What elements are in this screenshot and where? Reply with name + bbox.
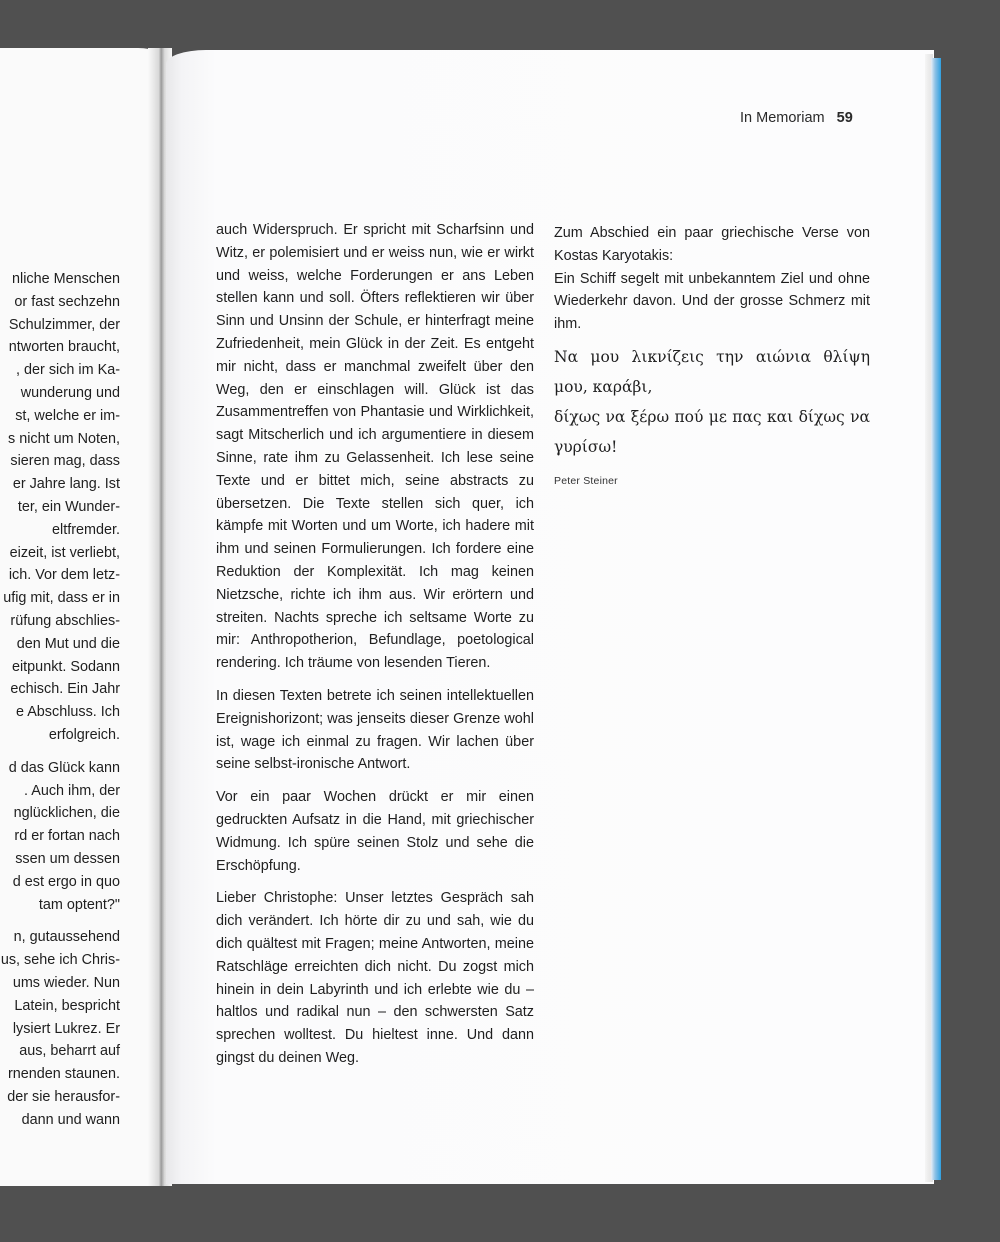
text-line: eizeit, ist verliebt,	[9, 544, 120, 561]
text-line: rd er fortan nach	[14, 828, 120, 845]
text-line: er Jahre lang. Ist	[12, 476, 120, 493]
text-line: or fast sechzehn	[14, 293, 120, 310]
text-line: echisch. Ein Jahr	[10, 681, 120, 698]
running-header	[740, 110, 880, 126]
text-line: s nicht um Noten,	[8, 430, 120, 447]
paragraph: Vor ein paar Wochen drückt er mir einen gedruckten Aufsatz in die Hand, mit griechischer Widmung. Ich spüre seinen Stolz und sehe die Erschöpfung.	[216, 789, 534, 874]
text-line: ssen um dessen	[15, 850, 120, 867]
text-line: . Auch ihm, der	[24, 782, 120, 799]
text-line: wunderung und	[20, 384, 120, 401]
farewell-intro: Zum Abschied ein paar griechische Verse von Kostas Karyotakis:	[554, 225, 870, 264]
text-line: us, sehe ich Chris-	[0, 952, 120, 969]
text-line: rüfung abschlies-	[10, 612, 120, 629]
left-page	[0, 48, 168, 1186]
text-line: st, welche er im-	[15, 407, 120, 424]
blue-page-edge	[931, 58, 941, 1180]
text-line: aus, beharrt auf	[19, 1043, 120, 1060]
section-title: In Memoriam	[740, 110, 825, 126]
text-line: ntworten braucht,	[8, 339, 120, 356]
text-line: ich. Vor dem letz-	[8, 567, 120, 584]
text-line: n, gutaussehend	[13, 929, 120, 946]
text-line: rnenden staunen.	[7, 1066, 120, 1083]
text-line: ums wieder. Nun	[12, 974, 120, 991]
paragraph-gap	[0, 916, 120, 926]
text-line: e Abschluss. Ich	[16, 704, 120, 721]
text-line: sieren mag, dass	[10, 453, 120, 470]
text-line: ter, ein Wunder-	[17, 498, 120, 515]
text-line: d das Glück kann	[8, 759, 120, 776]
right-text-column	[554, 222, 870, 493]
text-line: eltfremder.	[52, 521, 120, 538]
page-number: 59	[836, 110, 853, 126]
text-line: den Mut und die	[16, 635, 120, 652]
text-line: , der sich im Ka-	[16, 362, 120, 379]
paragraph: auch Widerspruch. Er spricht mit Scharfsinn und Witz, er polemisiert und er weiss nun, wie er wirkt und weiss, welche Forderungen er ans Leben stellen kann und soll. Öfters reflektieren wir über Sinn und Unsinn der Schule, er hinterfragt meine Zufriedenheit, mein Glück in der Zeit. Es entgeht mir nicht, dass er manchmal zweifelt über den Weg, den er einschlagen will. Glück ist das Zusammentreffen von Phantasie und Wirklichkeit, sagt Mitscherlich und ich argumentiere in diesem Sinne, rate ihm zu Gelassenheit. Ich lese seine Texte und er bittet mich, seine abstracts zu übersetzen. Die Texte stellen sich quer, ich kämpfe mit Worten und um Worte, ich hadere mit ihm und seinen Formulierungen. Ich fordere eine Reduktion der Komplexität. Ich mag keinen Nietzsche, richte ich ihm aus. Wir erörtern und streiten. Nachts spreche ich seltsame Worte zu mir: Anthropotherion, Befundlage, poetological rendering. Ich träume von lesenden Tieren.	[216, 222, 534, 672]
text-line: lysiert Lukrez. Er	[12, 1020, 120, 1037]
text-line: Schulzimmer, der	[8, 316, 120, 333]
text-line: erfolgreich.	[48, 726, 120, 743]
paragraph-gap	[0, 747, 120, 757]
text-line: tam optent?"	[38, 896, 120, 913]
text-line: d est ergo in quo	[12, 873, 120, 890]
greek-verse: Να μου λικνίζεις την αιώνια θλίψη μου, καράβι,	[554, 347, 870, 396]
paragraph: In diesen Texten betrete ich seinen intellektuellen Ereignishorizont; was jenseits dieser Grenze wohl ist, wage ich einmal zu fragen. Wir lachen über seine selbst-ironische Antwort.	[216, 687, 534, 773]
verse-translation: Ein Schiff segelt mit unbekanntem Ziel und ohne Wiederkehr davon. Und der grosse Schmerz mit ihm.	[554, 270, 870, 333]
text-line: der sie herausfor-	[7, 1088, 120, 1105]
middle-text-column	[216, 219, 534, 1070]
text-line: ufig mit, dass er in	[3, 590, 120, 607]
paragraph: Lieber Christophe: Unser letztes Gespräch sah dich verändert. Ich hörte dir zu und sah, wie du dich quältest mit Fragen; meine Antworten, meine Ratschläge erreichten dich nicht. Du zogst mich hinein in dein Labyrinth und ich erlebte wie du – haltlos und radikal nun – den schwersten Satz sprechen wolltest. Du hieltest inne. Und dann gingst du deinen Weg.	[216, 890, 534, 1066]
text-line: Latein, bespricht	[14, 997, 120, 1014]
greek-verse: δίχως να ξέρω πού με πας και δίχως να γυρίσω!	[554, 407, 870, 456]
left-page-text-column	[0, 268, 120, 1131]
text-line: dann und wann	[21, 1111, 120, 1128]
author-signature: Peter Steiner	[554, 474, 618, 487]
text-line: nglücklichen, die	[13, 805, 120, 822]
text-line: nliche Menschen	[12, 271, 120, 287]
text-line: eitpunkt. Sodann	[11, 658, 120, 675]
